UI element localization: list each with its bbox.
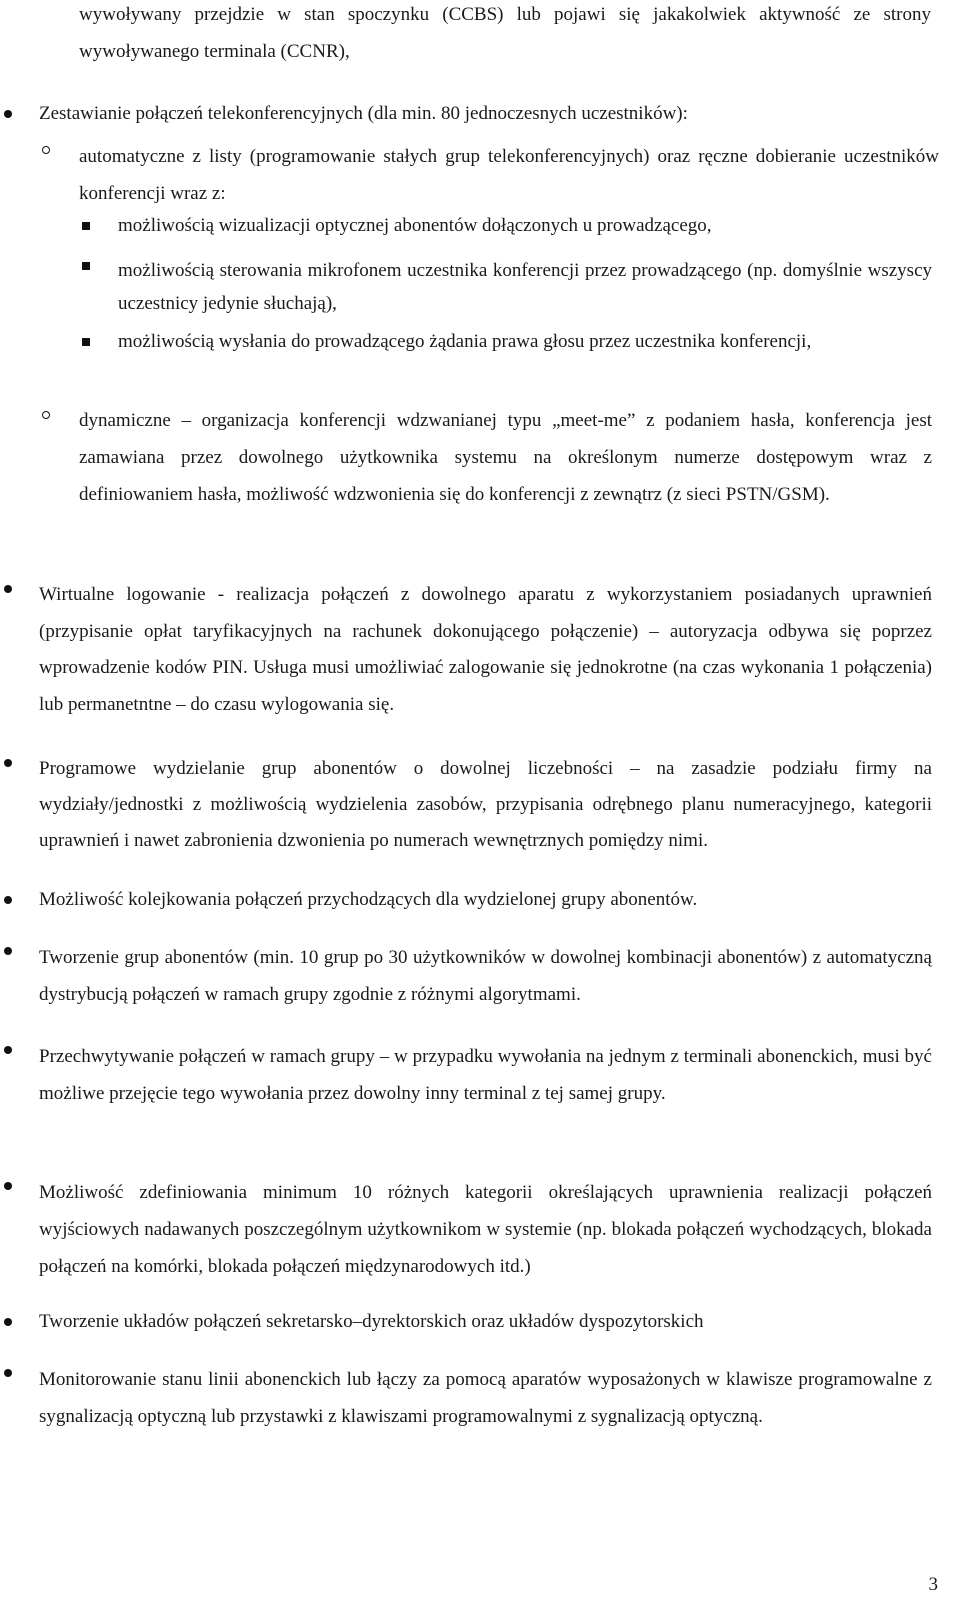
conference-item: Zestawianie połączeń telekonferencyjnych (dla min. 80 jednoczesnych uczestników): [39, 103, 688, 124]
bullet-icon [4, 110, 12, 118]
square-bullet-icon [82, 338, 90, 346]
list-item: Tworzenie grup abonentów (min. 10 grup po 30 użytkowników w dowolnej kombinacji abonentów) z automatyczną dystrybucją połączeń w ramach grupy zgodnie z różnymi algorytmami. [39, 947, 932, 1005]
conference-auto-item: automatyczne z listy (programowanie stałych grup telekonferencyjnych) oraz ręczne dobieranie uczestników konferencji wraz z: [79, 146, 939, 204]
square-bullet-icon [82, 222, 90, 230]
bullet-icon [4, 1369, 12, 1377]
circle-bullet-icon [42, 411, 50, 419]
bullet-icon [4, 1046, 12, 1054]
conference-option: możliwością sterowania mikrofonem uczestnika konferencji przez prowadzącego (np. domyślnie wszyscy uczestnicy jedynie słuchają), [118, 260, 932, 314]
bullet-icon [4, 1182, 12, 1190]
list-item: Możliwość zdefiniowania minimum 10 różnych kategorii określających uprawnienia realizacji połączeń wyjściowych nadawanych poszczególnym użytkownikom w systemie (np. blokada połączeń wychodzących, blokada połączeń na komórki, blokada połączeń międzynarodowych itd.) [39, 1182, 932, 1277]
circle-bullet-icon [42, 146, 50, 154]
conference-option: możliwością wysłania do prowadzącego żądania prawa głosu przez uczestnika konferencji, [118, 331, 812, 352]
list-item: Możliwość kolejkowania połączeń przychodzących dla wydzielonej grupy abonentów. [39, 889, 698, 910]
bullet-icon [4, 947, 12, 955]
square-bullet-icon [82, 262, 90, 270]
bullet-icon [4, 585, 12, 593]
list-item: Wirtualne logowanie - realizacja połączeń z dowolnego aparatu z wykorzystaniem posiadanych uprawnień (przypisanie opłat taryfikacyjnych na rachunek dokonującego połączenie) – autoryzacja odbywa się poprzez wprowadzenie kodów PIN. Usługa musi umożliwiać zalogowanie się jednokrotne (na czas wykonania 1 połączenia) lub permanetntne – do czasu wylogowania się. [39, 584, 932, 715]
list-item: Przechwytywanie połączeń w ramach grupy – w przypadku wywołania na jednym z terminali abonenckich, musi być możliwe przejęcie tego wywołania przez dowolny inny terminal z tej samej grupy. [39, 1046, 932, 1104]
conference-option: możliwością wizualizacji optycznej abonentów dołączonych u prowadzącego, [118, 215, 712, 236]
page-number: 3 [928, 1574, 938, 1595]
list-item: Tworzenie układów połączeń sekretarsko–dyrektorskich oraz układów dyspozytorskich [39, 1311, 704, 1332]
bullet-icon [4, 896, 12, 904]
bullet-icon [4, 759, 12, 767]
list-item: Programowe wydzielanie grup abonentów o dowolnej liczebności – na zasadzie podziału firmy na wydziały/jednostki z możliwością wydzielenia zasobów, przypisania odrębnego planu numeracyjnego, kategorii uprawnień i nawet zabronienia dzwonienia po numerach wewnętrznych pomiędzy nimi. [39, 758, 932, 851]
intro-line-1: wywoływany przejdzie w stan spoczynku (CCBS) lub pojawi się jakakolwiek aktywność ze strony [79, 4, 931, 25]
conference-dynamic-item: dynamiczne – organizacja konferencji wdzwanianej typu „meet-me” z podaniem hasła, konferencja jest zamawiana przez dowolnego użytkownika systemu na określonym numerze dostępowym wraz z definiowaniem hasła, możliwość wdzwonienia się do konferencji z zewnątrz (z sieci PSTN/GSM). [79, 410, 932, 505]
list-item: Monitorowanie stanu linii abonenckich lub łączy za pomocą aparatów wyposażonych w klawisze programowalne z sygnalizacją optyczną lub przystawki z klawiszami programowalnymi z sygnalizacją optyczną. [39, 1369, 932, 1427]
intro-line-2: wywoływanego terminala (CCNR), [79, 41, 350, 62]
bullet-icon [4, 1318, 12, 1326]
